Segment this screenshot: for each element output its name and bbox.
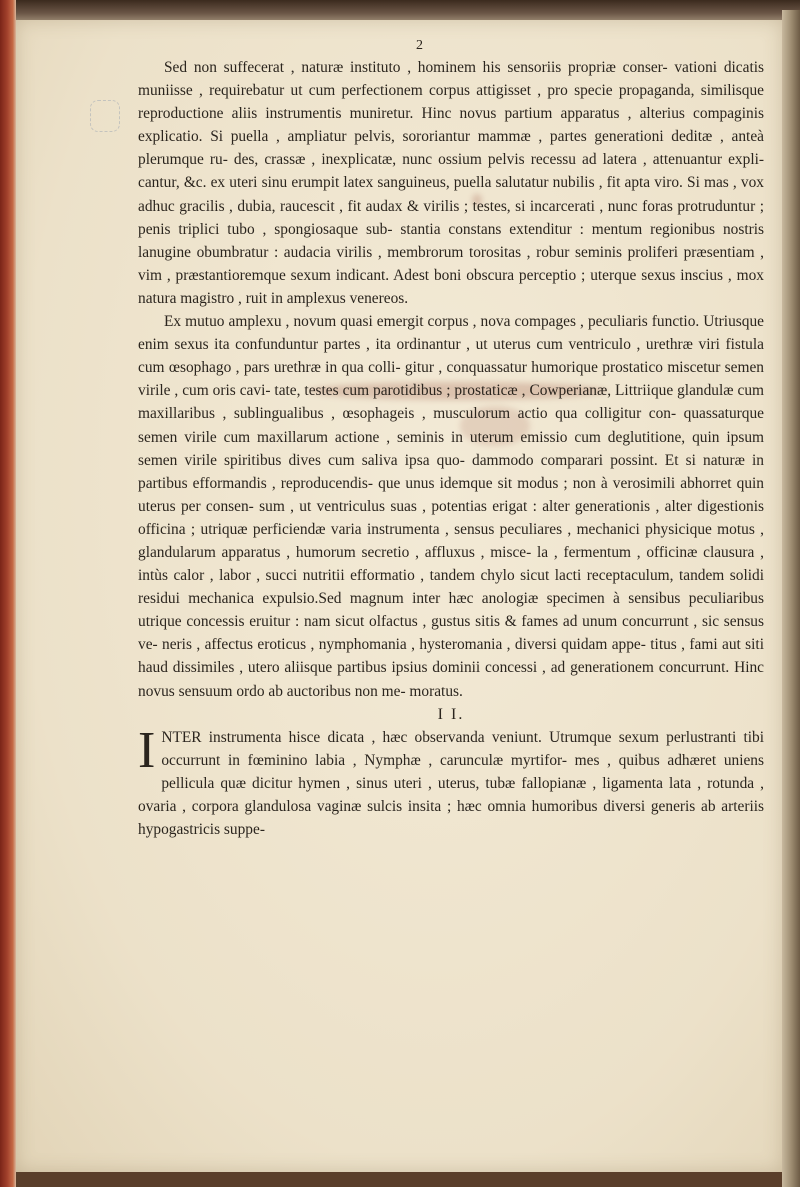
- paragraph: Sed non suffecerat , naturæ instituto , hominem his sensoriis propriæ conser- vationi dicatis muniisse , requirebatur ut cum perfectionem corpus attigisset , pro specie propaganda, similisque reproductione aliis instrumentis muniretur. Hinc novus partium apparatus , alterius compaginis explicatio. Si puella , ampliatur pelvis, sororiantur mammæ , partes generationi deditæ , anteà plerumque ru- des, crassæ , inexplicatæ, nunc ossium pelvis recessu ad latera , attenuantur expli- cantur, &c. ex uteri sinu erumpit latex sanguineus, puella salutatur nubilis , fit apta viro. Si mas , vox adhuc gracilis , dubia, raucescit , fit audax & virilis ; testes, si incarcerati , nunc foras protruduntur ; penis triplici tubo , spongiosaque sub- stantia constans extenditur : mentum regionibus nostris lanugine obumbratur : audacia virilis , membrorum torositas , robur seminis proliferi præsentiam , vim , præstantioremque sexum indicant. Adest boni obscura perceptio ; uterque sexus inscius , mox natura magistro , ruit in amplexus venereos.: [138, 59, 764, 307]
- book-binding-left: [0, 0, 16, 1187]
- paragraph: Ex mutuo amplexu , novum quasi emergit corpus , nova compages , peculiaris functio. Utriusque enim sexus ita confunduntur partes , ita ordinantur , ut uterus cum ventriculo , urethræ viri fistula cum œsophago , pars urethræ in qua colli- gitur , conquassatur humorique prostatico miscetur semen virile , cum oris cavi- tate, testes cum parotidibus ; prostaticæ , Cowperianæ, Littriique glandulæ cum maxillaribus , sublingualibus , œsophageis , musculorum actio qua colligitur con- quassaturque semen virile cum maxillarum actione , seminis in uterum emissio cum deglutitione, quin ipsum semen virile spiritibus dives cum saliva ipsa quo- dammodo comparari possint. Et si naturæ in partibus efformandis , reproducendis- que unus idemque sit modus ; non à verosimili abhorret quin uterus per consen- sum , ut ventriculus suas , potentias erigat : alter generationis , alter digestionis officina ; utriquæ perficiendæ varia instrumenta , sensus peculiares , mechanici physicique motus , glandularum apparatus , humorum secretio , affluxus , misce- la , fermentum , officinæ clausura , intùs calor , labor , succi nutritii efformatio , tandem chylo sicut lacti receptaculum, tandem solidi residui mechanica expulsio.Sed magnum inter hæc anologiæ specimen à sensibus peculiaribus utrique concessis eruitur : nam sicut olfactus , gustus sitis & fames ad unum concurrunt , sic sensus ve- neris , affectus eroticus , nymphomania , hysteromania , diversi quidam appe- titus , fami aut siti haud dissimiles , utero aliisque partibus ipsius dominii concessi , ad generationem concurrunt. Hinc novus sensuum ordo ab auctoribus non me- moratus.: [138, 313, 764, 700]
- drop-cap-initial: I: [138, 721, 156, 779]
- section-heading: I I.: [437, 705, 465, 723]
- book-binding-right: [782, 10, 800, 1187]
- page-number: 2: [416, 38, 423, 53]
- page-body-text: [138, 56, 764, 841]
- paragraph-with-initial: [138, 721, 764, 841]
- paragraph-text: NTER instrumenta hisce dicata , hæc observanda veniunt. Utrumque sexum perlustranti tibi occurrunt in fœminino labia , Nymphæ , carunculæ myrtifor- mes , quibus adhæret uniens pellicula quæ dicitur hymen , sinus uteri , uterus, tubæ fallopianæ , ligamenta lata , rotunda , ovaria , corpora glandulosa vaginæ sulcis insita ; hæc omnia humoribus diversi generis ab arteriis hypogastricis suppe-: [138, 728, 764, 839]
- margin-stamp-mark: [90, 100, 120, 132]
